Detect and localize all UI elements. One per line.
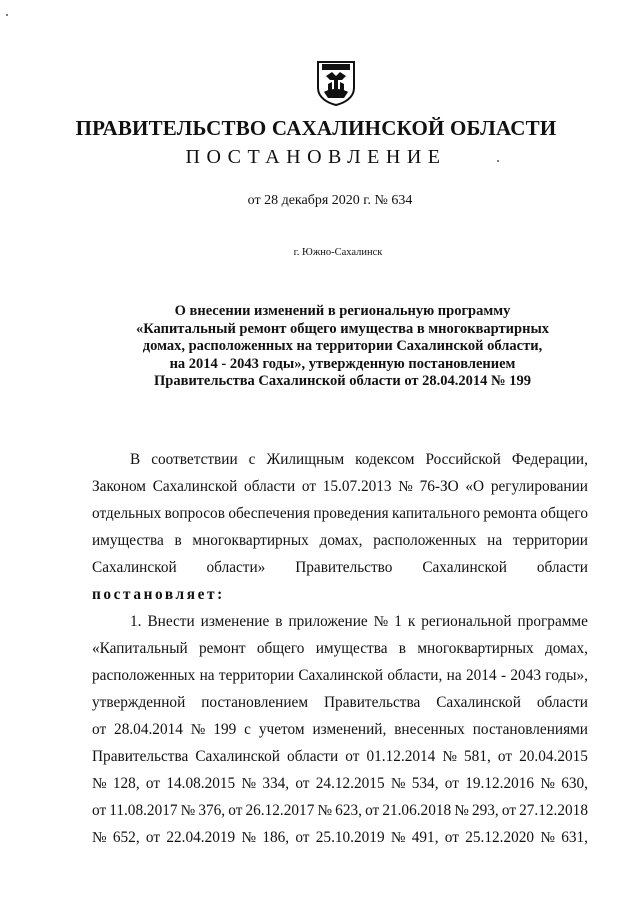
body-word: общего [256,640,305,657]
body-word: Правительства [92,748,189,765]
body-word: 293, [471,802,499,819]
body-word: Сахалинской [422,559,507,576]
body-word: регулировании [490,478,588,495]
body-word: к [407,613,416,630]
body-line [92,689,588,716]
body-word: № [540,829,555,846]
body-line [92,635,588,662]
body-word: 534, [411,775,439,792]
body-word: от [92,721,107,738]
body-word: № [241,829,257,846]
body-line [92,716,588,743]
body-word: 24.12.2015 [315,775,385,792]
body-word: - [500,667,507,684]
body-word: годы», [545,667,588,684]
body-word: 26.12.2017 [245,802,315,819]
body-word: от [92,802,107,819]
body-word: Федерации, [511,451,588,468]
body-word: 376, [198,802,226,819]
body-word: расположенных [92,667,196,684]
body-word: 22.04.2019 [166,829,236,846]
title-line: домах, расположенных на территории Сахалинской области, [142,338,543,354]
body-word: № [180,802,196,819]
body-line [92,554,588,581]
body-word: программе [517,613,588,630]
body-word: от [345,748,360,765]
body-word: обеспечения [228,505,311,522]
body-word: 199 [213,721,237,738]
body-word: «О [465,478,485,495]
body-word: 76-ЗО [419,478,459,495]
body-word: Сахалинской [92,559,177,576]
body-word: 491, [411,829,439,846]
body-word: Правительство [295,559,393,576]
body-line [92,446,588,473]
body-word: на [446,667,462,684]
body-word: проведения [313,505,389,522]
body-word: 623, [335,802,362,819]
body-word: изменение [200,613,270,630]
body-word: от [295,775,310,792]
scan-speck [497,160,499,162]
body-word: на [199,667,215,684]
body-word: капитального [392,505,480,522]
body-word: имущества [92,532,164,549]
body-word: 581, [464,748,491,765]
body-word: № [92,775,107,792]
body-word: 2014 [466,667,497,684]
body-word: 652, [112,829,140,846]
body-word: в [174,532,182,549]
body-word: 630, [561,775,588,792]
body-word: 15.07.2013 [322,478,392,495]
body-word: изменений, [312,721,387,738]
body-word: от [301,478,317,495]
body-word: Российской [425,451,501,468]
body-word: Внести [147,613,195,630]
body-word: 14.08.2015 [166,775,236,792]
body-line [92,608,588,635]
body-word: учетом [258,721,305,738]
title-line: «Капитальный ремонт общего имущества в многоквартирных [135,320,550,337]
body-word: 01.12.2014 [366,748,436,765]
body-word: региональной [421,613,512,630]
body-word: 11.08.2017 [109,802,178,819]
body-word: 21.06.2018 [382,802,452,819]
document-type: ПОСТАНОВЛЕНИЕ [185,146,447,168]
body-word: Сахалинской [152,478,238,495]
body-word: многоквартирных [417,640,534,657]
body-word: расположенных [373,532,477,549]
body-word: с [244,721,251,738]
body-word: территории [218,667,295,684]
body-word: имущества [315,640,388,657]
body-word: № [317,802,333,819]
body-word: области, [387,667,443,684]
body-word: от [228,802,243,819]
body-word: многоквартирных [192,532,309,549]
body-word: 20.04.2015 [519,748,588,765]
body-line [92,527,588,554]
body-word: 25.10.2019 [315,829,385,846]
body-word: Правительства [324,694,421,711]
body-word: Жилищным [266,451,345,468]
body-word: с [248,451,256,468]
body-word: постановляет: [92,586,225,603]
body-word: области [287,748,339,765]
body-word: № [373,613,389,630]
body-line [92,797,588,824]
body-word: 25.12.2020 [465,829,535,846]
body-word: области [536,559,588,576]
body-word: от [145,775,161,792]
body-word: Сахалинской [298,667,384,684]
body-word: Сахалинской [436,694,521,711]
body-word: 186, [262,829,290,846]
body-word: от [501,802,517,819]
document-title [110,303,575,391]
body-word: 334, [262,775,290,792]
body-line [92,581,588,608]
body-word: № [92,829,107,846]
body-word: от [145,829,161,846]
title-line: на 2014 - 2043 годы», утвержденную постановлением [169,355,516,372]
body-line [92,473,588,500]
document-body [92,446,588,851]
body-line [92,743,588,770]
body-word: постановлением [201,694,309,711]
body-word: отдельных [92,505,162,522]
body-word: 19.12.2016 [465,775,535,792]
body-word: в [275,613,283,630]
body-word: области [536,694,588,711]
body-word: постановлениями [472,721,588,738]
body-word: № [190,721,206,738]
body-word: № [390,829,406,846]
body-word: на [487,532,503,549]
city: г. Южно-Сахалинск [293,247,383,258]
body-word: 28.04.2014 [114,721,183,738]
body-word: от [365,802,380,819]
body-word: № [390,775,406,792]
body-word: 2043 [510,667,541,684]
body-word: Сахалинской [195,748,280,765]
body-word: 128, [112,775,140,792]
body-word: домах, [545,640,588,657]
body-line [92,662,588,689]
body-word: ремонт [198,640,246,657]
body-word: от [295,829,310,846]
body-word: общего [540,505,588,522]
body-line [92,824,588,851]
body-word: внесенных [394,721,465,738]
body-line [92,770,588,797]
body-word: от [444,775,459,792]
title-line: Правительства Сахалинской области от 28.04.2014 № 199 [154,373,531,389]
body-word: кодексом [355,451,415,468]
body-word: области [244,478,296,495]
body-word: утвержденной [92,694,186,711]
body-word: № [454,802,469,819]
organization-name: ПРАВИТЕЛЬСТВО САХАЛИНСКОЙ ОБЛАСТИ [75,116,557,140]
body-word: вопросов [164,505,225,522]
body-word: № [398,478,413,495]
body-word: от [497,748,513,765]
body-word: соответствии [151,451,238,468]
body-word: 1 [394,613,402,630]
body-word: 27.12.2018 [519,802,588,819]
body-word: В [130,451,141,468]
body-word: ремонта [483,505,538,522]
body-word: области» [206,559,266,576]
body-word: 631, [561,829,588,846]
body-word: Законом [92,478,146,495]
body-word: «Капитальный [92,640,188,657]
date-number: от 28 декабря 2020 г. № 634 [247,193,413,208]
scan-speck [6,14,8,16]
body-word: в [398,640,407,657]
body-word: от [444,829,459,846]
body-word: домах, [319,532,363,549]
coat-of-arms-icon [314,58,358,106]
body-word: приложение [288,613,368,630]
body-word: № [442,748,457,765]
body-word: № [540,775,555,792]
title-line: О внесении изменений в региональную программу [174,303,511,319]
body-line [92,500,588,527]
body-word: № [241,775,257,792]
body-word: территории [512,532,588,549]
body-word: 1. [130,613,142,630]
